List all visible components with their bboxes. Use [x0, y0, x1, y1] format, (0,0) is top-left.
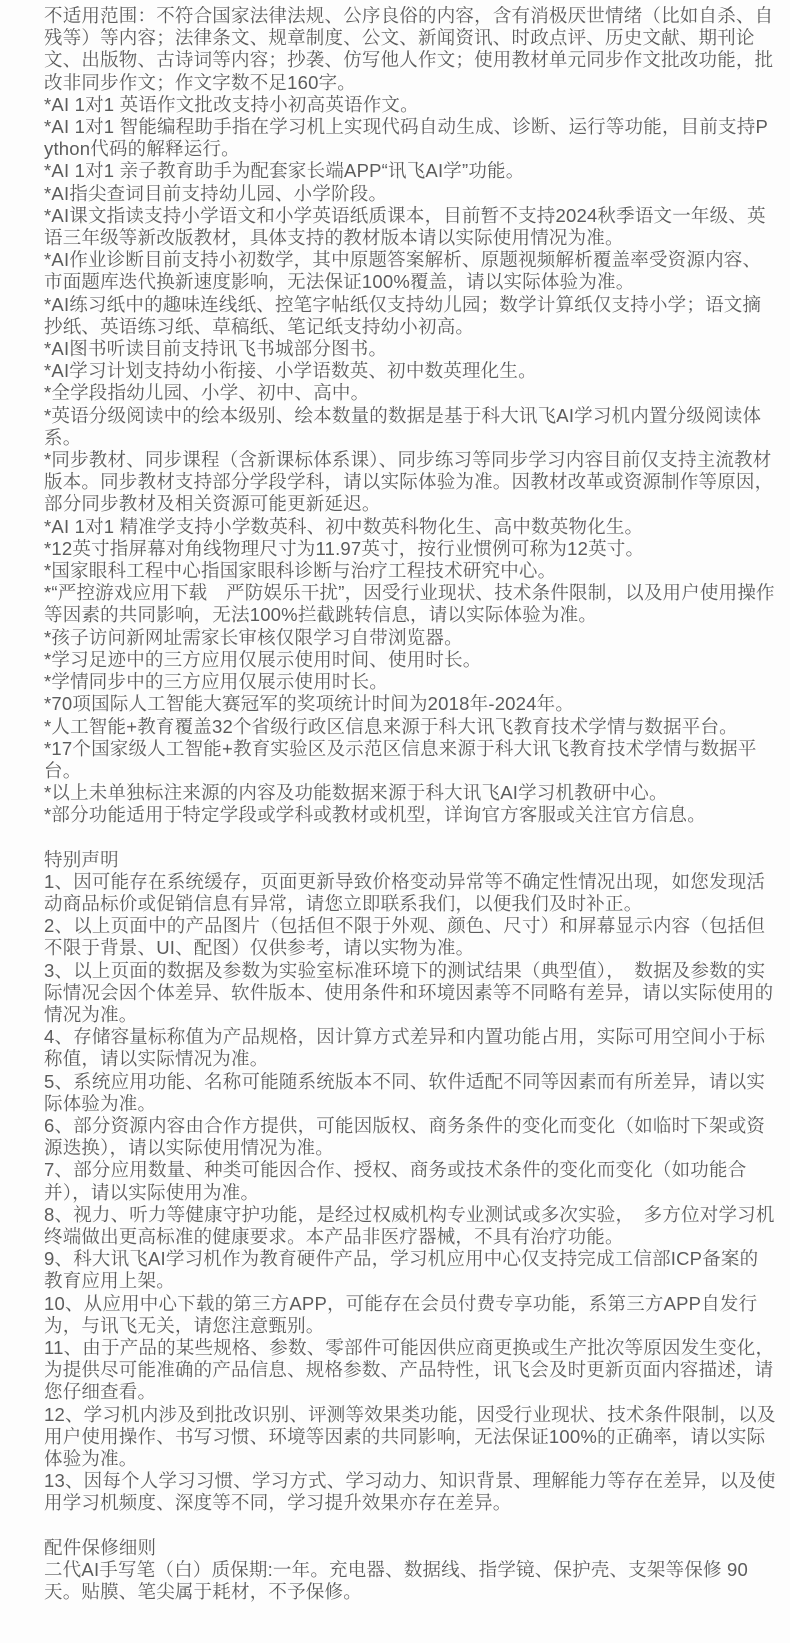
disclaimer-paragraph: *70项国际人工智能大赛冠军的奖项统计时间为2018年-2024年。	[44, 693, 575, 715]
disclaimer-paragraph: *以上未单独标注来源的内容及功能数据来源于科大讯飞AI学习机教研中心。	[44, 782, 668, 804]
disclaimer-paragraph: *“严控游戏应用下载 严防娱乐干扰”，因受行业现状、技术条件限制，以及用户使用操作等因素的共同影响，无法100%拦截跳转信息，请以实际体验为准。	[44, 582, 775, 626]
disclaimer-paragraph: *孩子访问新网址需家长审核仅限学习自带浏览器。	[44, 626, 463, 648]
disclaimer-paragraph: *AI 1对1 亲子教育助手为配套家长端APP“讯飞AI学”功能。	[44, 160, 525, 182]
disclaimer-paragraph: *AI作业诊断目前支持小初数学，其中原题答案解析、原题视频解析覆盖率受资源内容、市面题库迭代换新速度影响，无法保证100%覆盖，请以实际体验为准。	[44, 249, 762, 293]
warranty-heading: 配件保修细则	[44, 1536, 157, 1558]
disclaimer-paragraph: 2、以上页面中的产品图片（包括但不限于外观、颜色、尺寸）和屏幕显示内容（包括但不限于背景、UI、配图）仅供参考，请以实物为准。	[44, 915, 766, 959]
usage-scope-paragraphs	[44, 5, 776, 827]
section-special-statement	[44, 849, 776, 1515]
disclaimer-paragraph: *AI 1对1 智能编程助手指在学习机上实现代码自动生成、诊断、运行等功能，目前支持Python代码的解释运行。	[44, 116, 768, 160]
disclaimer-paragraph: *全学段指幼儿园、小学、初中、高中。	[44, 382, 370, 404]
disclaimer-paragraph: 不适用范围：不符合国家法律法规、公序良俗的内容，含有消极厌世情绪（比如自杀、自残等）等内容；法律条文、规章制度、公文、新闻资讯、时政点评、历史文献、期刊论文、出版物、古诗词等内容；抄袭、仿写他人作文；使用教材单元同步作文批改功能，批改非同步作文；作文字数不足160字。	[44, 5, 774, 93]
disclaimer-paragraph: 11、由于产品的某些规格、参数、零部件可能因供应商更换或生产批次等原因发生变化，为提供尽可能准确的产品信息、规格参数、产品特性，讯飞会及时更新页面内容描述，请您仔细查看。	[44, 1336, 775, 1403]
section-warranty	[44, 1537, 776, 1604]
disclaimer-paragraph: *12英寸指屏幕对角线物理尺寸为11.97英寸，按行业惯例可称为12英寸。	[44, 537, 645, 559]
disclaimer-paragraph: 13、因每个人学习习惯、学习方式、学习动力、知识背景、理解能力等存在差异，以及使用学习机频度、深度等不同，学习提升效果亦存在差异。	[44, 1470, 776, 1514]
disclaimer-paragraph: *人工智能+教育覆盖32个省级行政区信息来源于科大讯飞教育技术学情与数据平台。	[44, 715, 738, 737]
disclaimer-paragraph: *17个国家级人工智能+教育实验区及示范区信息来源于科大讯飞教育技术学情与数据平台。	[44, 737, 757, 781]
disclaimer-paragraph: 10、从应用中心下载的第三方APP，可能存在会员付费专享功能，系第三方APP自发行为，与讯飞无关，请您注意甄别。	[44, 1292, 758, 1336]
disclaimer-paragraph: 3、以上页面的数据及参数为实验室标准环境下的测试结果（典型值）， 数据及参数的实际情况会因个体差异、软件版本、使用条件和环境因素等不同略有差异，请以实际使用的情况为准。	[44, 959, 774, 1025]
disclaimer-paragraph: 6、部分资源内容由合作方提供，可能因版权、商务条件的变化而变化（如临时下架或资源迭换），请以实际使用情况为准。	[44, 1114, 766, 1159]
disclaimer-paragraph: 8、视力、听力等健康守护功能，是经过权威机构专业测试或多次实验， 多方位对学习机终端做出更高标准的健康要求。本产品非医疗器械，不具有治疗功能。	[44, 1203, 775, 1247]
disclaimer-paragraph: *AI 1对1 英语作文批改支持小初高英语作文。	[44, 93, 419, 115]
warranty-paragraphs	[44, 1559, 776, 1603]
disclaimer-paragraph: 5、系统应用功能、名称可能随系统版本不同、软件适配不同等因素而有所差异，请以实际体验为准。	[44, 1070, 766, 1114]
disclaimer-paragraph: 9、科大讯飞AI学习机作为教育硬件产品，学习机应用中心仅支持完成工信部ICP备案的教育应用上架。	[44, 1248, 759, 1292]
disclaimer-paragraph: 4、存储容量标称值为产品规格，因计算方式差异和内置功能占用，实际可用空间小于标称值，请以实际情况为准。	[44, 1026, 766, 1070]
disclaimer-paragraph: *AI图书听读目前支持讯飞书城部分图书。	[44, 338, 388, 360]
disclaimer-paragraph: 二代AI手写笔（白）质保期:一年。充电器、数据线、指学镜、保护壳、支架等保修 90天。贴膜、笔尖属于耗材，不予保修。	[44, 1558, 749, 1603]
disclaimer-paragraph: *同步教材、同步课程（含新课标体系课）、同步练习等同步学习内容目前仅支持主流教材版本。同步教材支持部分学段学科，请以实际体验为准。因教材改革或资源制作等原因，部分同步教材及相关资源可能更新延迟。	[44, 449, 774, 515]
special-statement-paragraphs	[44, 871, 776, 1515]
disclaimer-paragraph: *AI学习计划支持幼小衔接、小学语数英、初中数英理化生。	[44, 360, 537, 382]
section-usage-scope	[44, 5, 776, 827]
special-statement-heading: 特别声明	[44, 848, 119, 870]
disclaimer-paragraph: *AI 1对1 精准学支持小学数英科、初中数英科物化生、高中数英物化生。	[44, 515, 644, 537]
disclaimer-paragraph: *英语分级阅读中的绘本级别、绘本数量的数据是基于科大讯飞AI学习机内置分级阅读体系。	[44, 404, 762, 448]
disclaimer-paragraph: 12、学习机内涉及到批改识别、评测等效果类功能，因受行业现状、技术条件限制，以及用户使用操作、书写习惯、环境等因素的共同影响，无法保证100%的正确率，请以实际体验为准。	[44, 1403, 776, 1469]
disclaimer-paragraph: 7、部分应用数量、种类可能因合作、授权、商务或技术条件的变化而变化（如功能合并），请以实际使用为准。	[44, 1159, 747, 1203]
disclaimer-paragraph: 1、因可能存在系统缓存，页面更新导致价格变动异常等不确定性情况出现，如您发现活动商品标价或促销信息有异常，请您立即联系我们，以便我们及时补正。	[44, 870, 766, 914]
disclaimer-paragraph: *学情同步中的三方应用仅展示使用时长。	[44, 671, 389, 693]
disclaimer-paragraph: *部分功能适用于特定学段或学科或教材或机型，详询官方客服或关注官方信息。	[44, 804, 706, 826]
disclaimer-paragraph: *AI课文指读支持小学语文和小学英语纸质课本，目前暂不支持2024秋季语文一年级、英语三年级等新改版教材，具体支持的教材版本请以实际使用情况为准。	[44, 204, 766, 249]
disclaimer-paragraph: *AI指尖查词目前支持幼儿园、小学阶段。	[44, 182, 388, 204]
disclaimer-paragraph: *国家眼科工程中心指国家眼科诊断与治疗工程技术研究中心。	[44, 560, 557, 582]
disclaimer-paragraph: *AI练习纸中的趣味连线纸、控笔字帖纸仅支持幼儿园；数学计算纸仅支持小学；语文摘抄纸、英语练习纸、草稿纸、笔记纸支持幼小初高。	[44, 293, 762, 337]
disclaimer-paragraph: *学习足迹中的三方应用仅展示使用时间、使用时长。	[44, 648, 482, 670]
